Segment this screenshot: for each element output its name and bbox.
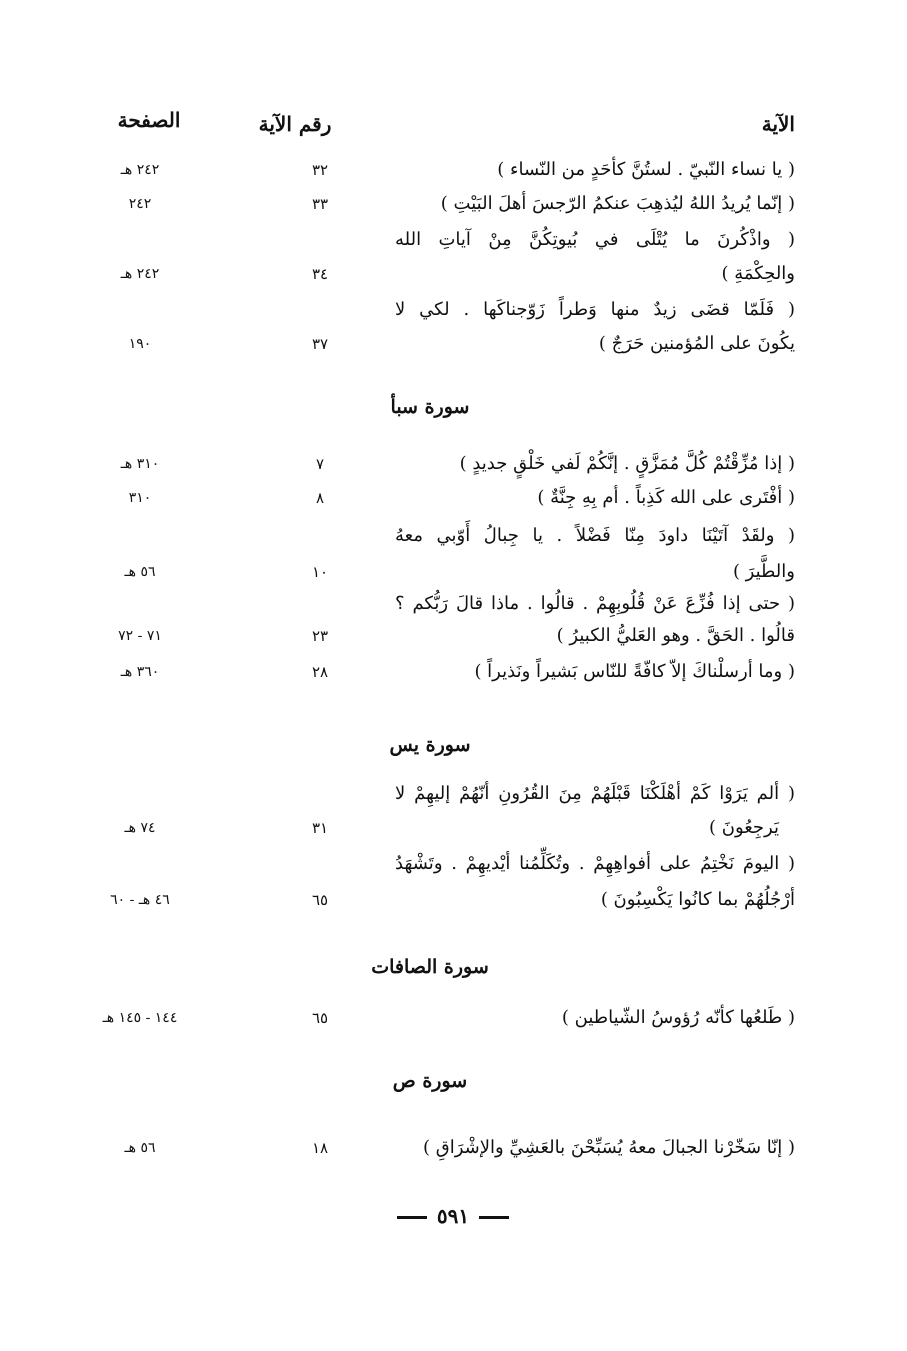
verse-text: يكُونَ على المُؤمنين حَرَجٌ ) xyxy=(598,333,795,354)
page-ref: ٤٦ هـ - ٦٠ xyxy=(110,892,170,908)
page-ref: ٣١٠ xyxy=(128,490,152,506)
index-row xyxy=(0,480,907,516)
verse-text: ( أفْتَرى على الله كَذِباً . أم بِهِ جِنَّةٌ ) xyxy=(537,487,795,508)
verse-number: ٣٣ xyxy=(311,195,329,213)
footer-dash xyxy=(479,1216,509,1219)
page-ref: ٣١٠ هـ xyxy=(120,456,160,472)
verse-text: قالُوا . الحَقَّ . وهو العَليُّ الكبيرُ ) xyxy=(556,625,795,646)
index-row xyxy=(0,326,907,362)
verse-text: ( واذْكُرنَ ما يُتْلَى في بُيوتِكُنَّ مِنْ آياتِ الله xyxy=(395,229,795,250)
verse-text: ( وما أرسلْناكَ إلاّ كافّةً للنّاس بَشيراً ونَذيراً ) xyxy=(474,661,795,682)
surah-title: سورة الصافات xyxy=(371,956,489,978)
page-ref: ٣٦٠ هـ xyxy=(120,664,160,680)
index-row xyxy=(0,882,907,918)
verse-text: ( إنّا سَخّرْنا الجبالَ معهُ يُسَبِّحْنَ بالعَشِيِّ والإشْرَاقِ ) xyxy=(423,1137,795,1158)
verse-text: ( ألم يَرَوْا كَمْ أهْلَكْنَا قَبْلَهُمْ مِنَ القُرُونِ أنّهُمْ إليهِمْ لا xyxy=(395,783,795,804)
page-ref: ٢٤٢ xyxy=(128,196,152,212)
verse-text: ( حتى إذا فُزِّعَ عَنْ قُلُوبِهِمْ . قالُوا . ماذا قالَ رَبُّكم ؟ xyxy=(395,593,795,614)
index-row xyxy=(0,186,907,222)
verse-number: ٢٣ xyxy=(311,627,329,645)
page-number-footer xyxy=(353,1204,553,1228)
verse-text: والطَّيرَ ) xyxy=(732,561,795,582)
page-ref: ٧١ - ٧٢ xyxy=(118,628,162,644)
verse-number: ٣٤ xyxy=(311,265,329,283)
verse-text: ( اليومَ نَخْتِمُ على أفواهِهِمْ . وتُكَلِّمُنا أيْديهِمْ . وتَشْهَدُ xyxy=(395,853,795,874)
verse-number: ٧ xyxy=(315,455,325,473)
index-row xyxy=(0,810,907,846)
index-row xyxy=(0,846,907,882)
surah-title: سورة يس xyxy=(389,734,471,756)
page-ref: ٧٤ هـ xyxy=(124,820,156,836)
index-row xyxy=(0,292,907,328)
index-row xyxy=(0,586,907,622)
footer-dash xyxy=(397,1216,427,1219)
index-row xyxy=(0,776,907,812)
verse-text: ( إذا مُزِّقْتُمْ كُلَّ مُمَزَّقٍ . إنَّكُمْ لَفي خَلْقٍ جديدٍ ) xyxy=(459,453,795,474)
verse-number: ١٠ xyxy=(311,563,329,581)
verse-text: ( ولقَدْ آتَيْنَا داودَ مِنّا فَضْلاً . يا جِبالُ أَوّبي معهُ xyxy=(395,525,795,546)
index-row xyxy=(0,152,907,188)
page-ref: ٥٦ هـ xyxy=(124,564,156,580)
surah-title: سورة سبأ xyxy=(390,396,470,418)
index-row xyxy=(0,222,907,258)
verse-text: والحِكْمَةِ ) xyxy=(721,263,795,284)
index-row xyxy=(0,256,907,292)
verse-number: ٣٧ xyxy=(311,335,329,353)
verse-number: ٨ xyxy=(315,489,325,507)
verse-text: ( يا نساء النّبيّ . لستُنَّ كأحَدٍ من النّساء ) xyxy=(497,159,795,180)
page-number: ٥٩١ xyxy=(436,1204,470,1228)
index-row xyxy=(0,1000,907,1036)
verse-text: ( فَلَمّا قضَى زيدٌ منها وَطراً زَوّجناكَها . لكي لا xyxy=(395,299,795,320)
index-row xyxy=(0,554,907,590)
surah-title: سورة ص xyxy=(392,1070,468,1092)
index-row xyxy=(0,654,907,690)
verse-number: ٦٥ xyxy=(311,891,329,909)
verse-number: ٢٨ xyxy=(311,663,329,681)
verse-number: ٣١ xyxy=(311,819,329,837)
page-ref: ٥٦ هـ xyxy=(124,1140,156,1156)
page-ref: ٢٤٢ هـ xyxy=(120,266,160,282)
index-row xyxy=(0,446,907,482)
page-ref: ١٩٠ xyxy=(128,336,152,352)
verse-number: ٦٥ xyxy=(311,1009,329,1027)
header-verse: الآية xyxy=(761,112,795,136)
index-row xyxy=(0,518,907,554)
verse-number: ١٨ xyxy=(311,1139,329,1157)
header-page: الصفحة xyxy=(117,108,181,132)
verse-text: ( طَلعُها كأنّه رُؤوسُ الشّياطين ) xyxy=(561,1007,795,1028)
page-ref: ١٤٤ - ١٤٥ هـ xyxy=(102,1010,178,1026)
verse-text: ( إنّما يُريدُ اللهُ ليُذهِبَ عنكمُ الرّجسَ أهلَ البَيْتِ ) xyxy=(440,193,795,214)
index-row xyxy=(0,618,907,654)
header-verse-number: رقم الآية xyxy=(258,112,332,136)
verse-text: أرْجُلُهُمْ بما كانُوا يَكْسِبُونَ ) xyxy=(600,889,795,910)
verse-text: يَرجِعُونَ ) xyxy=(708,817,779,838)
page-ref: ٢٤٢ هـ xyxy=(120,162,160,178)
verse-number: ٣٢ xyxy=(311,161,329,179)
index-row xyxy=(0,1130,907,1166)
